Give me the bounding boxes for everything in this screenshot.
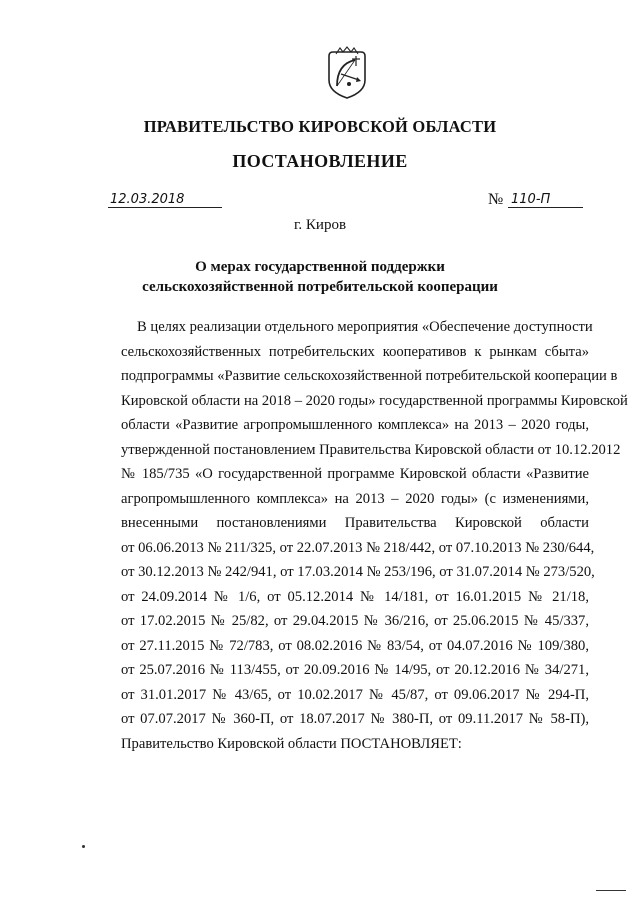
paragraph-line: Правительство Кировской области ПОСТАНОВЛЯЕТ: xyxy=(121,735,462,752)
document-subject xyxy=(0,257,640,297)
paragraph-line: от 25.07.2016 № 113/455, от 20.09.2016 № 14/95, от 20.12.2016 № 34/271, xyxy=(121,662,589,678)
document-type-title: ПОСТАНОВЛЕНИЕ xyxy=(232,151,408,171)
paragraph-line: агропромышленного комплекса» на 2013 – 2020 годы» (с изменениями, xyxy=(121,490,589,507)
kirov-oblast-coat-of-arms-icon xyxy=(323,46,371,100)
paragraph-line: от 24.09.2014 № 1/6, от 05.12.2014 № 14/181, от 16.01.2015 № 21/18, xyxy=(121,588,589,605)
paragraph-line: подпрограммы «Развитие сельскохозяйственной потребительской кооперации в xyxy=(121,368,618,384)
paragraph-line: от 31.01.2017 № 43/65, от 10.02.2017 № 45/87, от 09.06.2017 № 294-П, xyxy=(121,686,589,703)
paragraph-line: внесенными постановлениями Правительства Кировской области xyxy=(121,515,589,531)
paragraph-line: сельскохозяйственных потребительских кооперативов к рынкам сбыта» xyxy=(121,343,589,360)
paragraph-line: от 07.07.2017 № 360-П, от 18.07.2017 № 380-П, от 09.11.2017 № 58-П), xyxy=(121,711,589,727)
subject-line: сельскохозяйственной потребительской кооперации xyxy=(142,279,498,295)
document-date: 12.03.2018 xyxy=(108,193,222,208)
paragraph-line: от 30.12.2013 № 242/941, от 17.03.2014 № 253/196, от 31.07.2014 № 273/520, xyxy=(121,564,595,580)
paragraph-line: утвержденной постановлением Правительства Кировской области от 10.12.2012 xyxy=(121,441,621,458)
paragraph-line: области «Развитие агропромышленного комплекса» на 2013 – 2020 годы, xyxy=(121,417,589,433)
paragraph-line: Кировской области на 2018 – 2020 годы» государственной программы Кировской xyxy=(121,392,628,409)
paragraph-line: В целях реализации отдельного мероприятия «Обеспечение доступности xyxy=(137,319,593,335)
city: г. Киров xyxy=(293,217,347,233)
paragraph-line: № 185/735 «О государственной программе Кировской области «Развитие xyxy=(121,466,589,482)
scan-speck xyxy=(82,845,85,848)
paragraph-line: от 17.02.2015 № 25/82, от 29.04.2015 № 36/216, от 25.06.2015 № 45/337, xyxy=(121,613,589,629)
number-sign: № xyxy=(488,191,504,208)
footer-mark xyxy=(596,890,626,891)
paragraph-line: от 06.06.2013 № 211/325, от 22.07.2013 № 218/442, от 07.10.2013 № 230/644, xyxy=(121,539,595,556)
paragraph-line: от 27.11.2015 № 72/783, от 08.02.2016 № 83/54, от 04.07.2016 № 109/380, xyxy=(121,637,589,654)
government-name: ПРАВИТЕЛЬСТВО КИРОВСКОЙ ОБЛАСТИ xyxy=(143,117,497,136)
document-number: 110-П xyxy=(508,193,583,208)
preamble-paragraph xyxy=(121,315,628,756)
subject-line: О мерах государственной поддержки xyxy=(195,259,445,275)
